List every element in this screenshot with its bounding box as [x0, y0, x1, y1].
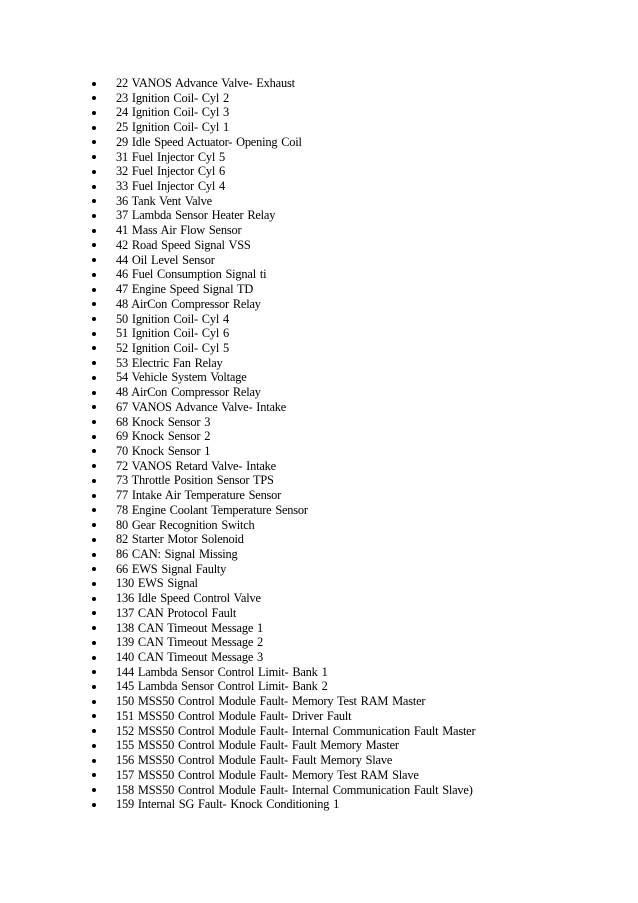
fault-code-text: 53 Electric Fan Relay — [116, 355, 223, 370]
list-item — [91, 297, 475, 312]
bullet-icon — [92, 185, 96, 189]
bullet-icon — [92, 405, 96, 409]
bullet-icon — [92, 449, 96, 453]
list-item — [91, 679, 475, 694]
list-item — [91, 473, 475, 488]
bullet-icon — [92, 332, 96, 336]
bullet-icon — [92, 553, 96, 557]
fault-code-text: 50 Ignition Coil- Cyl 4 — [116, 311, 229, 326]
list-item — [91, 267, 475, 282]
bullet-icon — [92, 140, 96, 144]
list-item — [91, 282, 475, 297]
bullet-icon — [92, 567, 96, 571]
list-item — [91, 753, 475, 768]
fault-code-text: 54 Vehicle System Voltage — [116, 370, 247, 385]
fault-code-text: 52 Ignition Coil- Cyl 5 — [116, 340, 229, 355]
bullet-icon — [92, 199, 96, 203]
fault-code-text: 70 Knock Sensor 1 — [116, 443, 211, 458]
fault-code-text: 157 MSS50 Control Module Fault- Memory Test RAM Slave — [116, 767, 419, 782]
bullet-icon — [92, 611, 96, 615]
list-item — [91, 356, 475, 371]
list-item — [91, 532, 475, 547]
bullet-icon — [92, 479, 96, 483]
list-item — [91, 238, 475, 253]
fault-code-text: 137 CAN Protocol Fault — [116, 605, 237, 620]
list-item — [91, 606, 475, 621]
fault-code-text: 42 Road Speed Signal VSS — [116, 237, 251, 252]
fault-code-list — [91, 76, 475, 812]
fault-code-text: 136 Idle Speed Control Valve — [116, 591, 261, 606]
fault-code-text: 32 Fuel Injector Cyl 6 — [116, 164, 226, 179]
fault-code-text: 73 Throttle Position Sensor TPS — [116, 473, 274, 488]
bullet-icon — [92, 714, 96, 718]
fault-code-text: 36 Tank Vent Valve — [116, 193, 212, 208]
bullet-icon — [92, 656, 96, 660]
bullet-icon — [92, 597, 96, 601]
fault-code-text: 33 Fuel Injector Cyl 4 — [116, 179, 226, 194]
bullet-icon — [92, 391, 96, 395]
bullet-icon — [92, 111, 96, 115]
list-item — [91, 724, 475, 739]
fault-code-text: 86 CAN: Signal Missing — [116, 547, 238, 561]
list-item — [91, 444, 475, 459]
fault-code-text: 72 VANOS Retard Valve- Intake — [116, 458, 276, 473]
list-item — [91, 312, 475, 327]
list-item — [91, 208, 475, 223]
bullet-icon — [92, 96, 96, 100]
bullet-icon — [92, 700, 96, 704]
fault-code-text: 25 Ignition Coil- Cyl 1 — [116, 120, 229, 135]
list-item — [91, 576, 475, 591]
bullet-icon — [92, 508, 96, 512]
bullet-icon — [92, 523, 96, 527]
bullet-icon — [92, 773, 96, 777]
bullet-icon — [92, 302, 96, 306]
fault-code-text: 46 Fuel Consumption Signal ti — [116, 267, 267, 282]
list-item — [91, 738, 475, 753]
bullet-icon — [92, 582, 96, 586]
fault-code-text: 80 Gear Recognition Switch — [116, 517, 255, 532]
list-item — [91, 797, 475, 812]
fault-code-text: 140 CAN Timeout Message 3 — [116, 650, 264, 665]
list-item — [91, 415, 475, 430]
list-item — [91, 370, 475, 385]
bullet-icon — [92, 317, 96, 321]
bullet-icon — [92, 759, 96, 763]
bullet-icon — [92, 464, 96, 468]
list-item — [91, 783, 475, 798]
list-item — [91, 326, 475, 341]
bullet-icon — [92, 82, 96, 86]
list-item — [91, 562, 475, 577]
list-item — [91, 91, 475, 106]
list-item — [91, 635, 475, 650]
fault-code-text: 69 Knock Sensor 2 — [116, 429, 211, 444]
bullet-icon — [92, 288, 96, 292]
list-item — [91, 459, 475, 474]
list-item — [91, 518, 475, 533]
bullet-icon — [92, 744, 96, 748]
list-item — [91, 488, 475, 503]
list-item — [91, 341, 475, 356]
fault-code-text: 47 Engine Speed Signal TD — [116, 282, 254, 297]
list-item — [91, 591, 475, 606]
bullet-icon — [92, 126, 96, 130]
list-item — [91, 385, 475, 400]
fault-code-text: 155 MSS50 Control Module Fault- Fault Memory Master — [116, 738, 399, 753]
fault-code-text: 139 CAN Timeout Message 2 — [116, 635, 264, 650]
fault-code-text: 158 MSS50 Control Module Fault- Internal Communication Fault Slave) — [116, 782, 473, 797]
fault-code-text: 150 MSS50 Control Module Fault- Memory Test RAM Master — [116, 694, 426, 709]
bullet-icon — [92, 685, 96, 689]
bullet-icon — [92, 803, 96, 807]
bullet-icon — [92, 670, 96, 674]
bullet-icon — [92, 243, 96, 247]
bullet-icon — [92, 376, 96, 380]
fault-code-text: 152 MSS50 Control Module Fault- Internal Communication Fault Master — [116, 723, 476, 738]
fault-code-text: 24 Ignition Coil- Cyl 3 — [116, 105, 229, 120]
list-item — [91, 650, 475, 665]
list-item — [91, 105, 475, 120]
list-item — [91, 120, 475, 135]
bullet-icon — [92, 229, 96, 233]
fault-code-text: 41 Mass Air Flow Sensor — [116, 223, 242, 238]
list-item — [91, 223, 475, 238]
bullet-icon — [92, 538, 96, 542]
bullet-icon — [92, 346, 96, 350]
bullet-icon — [92, 494, 96, 498]
list-item — [91, 547, 475, 562]
list-item — [91, 400, 475, 415]
list-item — [91, 135, 475, 150]
fault-code-text: 44 Oil Level Sensor — [116, 252, 215, 267]
list-item — [91, 179, 475, 194]
fault-code-text: 68 Knock Sensor 3 — [116, 414, 211, 429]
bullet-icon — [92, 170, 96, 174]
fault-code-text: 67 VANOS Advance Valve- Intake — [116, 399, 287, 414]
fault-code-text: 159 Internal SG Fault- Knock Conditioning 1 — [116, 797, 340, 812]
bullet-icon — [92, 641, 96, 645]
fault-code-text: 37 Lambda Sensor Heater Relay — [116, 208, 276, 223]
fault-code-text: 51 Ignition Coil- Cyl 6 — [116, 326, 229, 341]
list-item — [91, 76, 475, 91]
list-item — [91, 621, 475, 636]
fault-code-text: 130 EWS Signal — [116, 576, 198, 591]
fault-code-text: 48 AirCon Compressor Relay — [116, 385, 261, 400]
list-item — [91, 709, 475, 724]
fault-code-text: 48 AirCon Compressor Relay — [116, 296, 261, 311]
fault-code-text: 23 Ignition Coil- Cyl 2 — [116, 90, 229, 105]
bullet-icon — [92, 214, 96, 218]
list-item — [91, 694, 475, 709]
fault-code-text: 156 MSS50 Control Module Fault- Fault Memory Slave — [116, 753, 393, 768]
list-item — [91, 503, 475, 518]
fault-code-text: 29 Idle Speed Actuator- Opening Coil — [116, 134, 302, 149]
list-item — [91, 665, 475, 680]
bullet-icon — [92, 626, 96, 630]
fault-code-text: 22 VANOS Advance Valve- Exhaust — [116, 76, 295, 90]
fault-code-text: 31 Fuel Injector Cyl 5 — [116, 149, 226, 164]
bullet-icon — [92, 435, 96, 439]
bullet-icon — [92, 729, 96, 733]
fault-code-text: 145 Lambda Sensor Control Limit- Bank 2 — [116, 679, 328, 694]
list-item — [91, 164, 475, 179]
fault-code-text: 144 Lambda Sensor Control Limit- Bank 1 — [116, 664, 328, 679]
list-item — [91, 429, 475, 444]
list-item — [91, 768, 475, 783]
fault-code-text: 78 Engine Coolant Temperature Sensor — [116, 502, 308, 517]
list-item — [91, 150, 475, 165]
bullet-icon — [92, 155, 96, 159]
bullet-icon — [92, 420, 96, 424]
bullet-icon — [92, 258, 96, 262]
bullet-icon — [92, 361, 96, 365]
bullet-icon — [92, 788, 96, 792]
list-item — [91, 194, 475, 209]
bullet-icon — [92, 273, 96, 277]
list-item — [91, 253, 475, 268]
fault-code-text: 151 MSS50 Control Module Fault- Driver Fault — [116, 708, 352, 723]
fault-code-text: 138 CAN Timeout Message 1 — [116, 620, 264, 635]
fault-code-text: 82 Starter Motor Solenoid — [116, 532, 244, 547]
fault-code-text: 66 EWS Signal Faulty — [116, 561, 227, 576]
fault-code-text: 77 Intake Air Temperature Sensor — [116, 488, 282, 503]
